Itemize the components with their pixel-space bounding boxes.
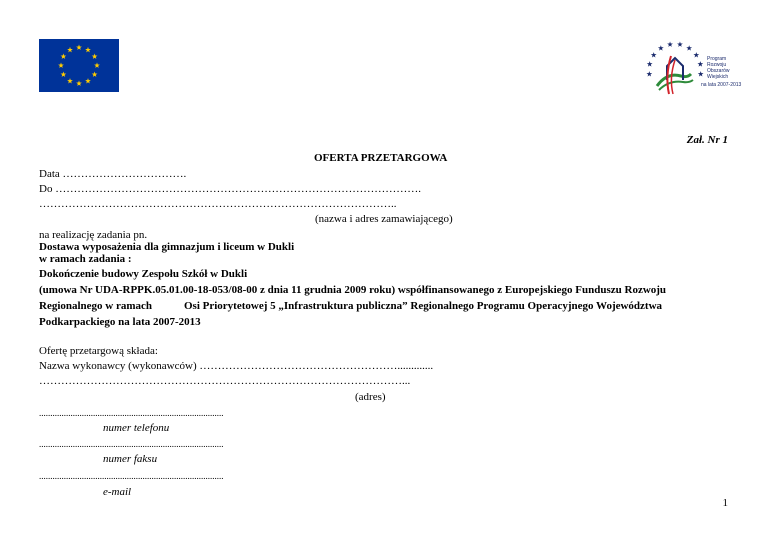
logo-text-line: Rozwoju [707, 62, 727, 68]
page-number: 1 [722, 497, 728, 509]
offer-intro: Ofertę przetargową składa: [39, 345, 158, 357]
document-title: OFERTA PRZETARGOWA [314, 152, 448, 164]
logo-text-line: na lata 2007-2013 [701, 82, 742, 88]
fax-dots: .................................................................................. [39, 439, 224, 449]
star-icon [646, 71, 652, 76]
attachment-label: Zał. Nr 1 [686, 134, 728, 146]
email-caption: e-mail [103, 486, 132, 498]
task-name-line: w ramach zadania : [39, 253, 132, 265]
star-icon [677, 41, 683, 46]
star-icon [686, 45, 692, 50]
star-icon [667, 41, 673, 46]
eu-flag-logo [39, 39, 119, 92]
contractor-line: Nazwa wykonawcy (wykonawców) ………………………………………………............. [39, 360, 434, 372]
email-dots: .................................................................................. [39, 471, 224, 481]
contract-line: Regionalnego w ramach [39, 300, 153, 312]
logo-text-line: Wiejskich [707, 74, 729, 80]
star-icon [651, 52, 657, 57]
address-caption: (adres) [355, 391, 386, 403]
phone-caption: numer telefonu [103, 422, 170, 434]
contract-line: Osi Priorytetowej 5 „Infrastruktura publiczna” Regionalnego Programu Operacyjnego Województwa [184, 300, 663, 312]
task-name-line: Dokończenie budowy Zespołu Szkół w Dukli [39, 268, 248, 280]
star-icon [658, 45, 664, 50]
recipient-line-2: …………………………………………………………………………………….. [39, 198, 397, 210]
star-icon [698, 71, 704, 76]
phone-dots: .................................................................................. [39, 408, 224, 418]
star-icon [647, 61, 653, 66]
task-name-line: Dostawa wyposażenia dla gimnazjum i liceum w Dukli [39, 241, 295, 253]
star-icon [697, 61, 703, 66]
logo-text-line: Program [707, 56, 727, 62]
recipient-caption: (nazwa i adres zamawiającego) [315, 213, 453, 225]
recipient-line: Do ………………………………………………………………………………………. [39, 183, 421, 195]
logo-text-line: Obszarów [707, 68, 730, 74]
star-icon [693, 52, 699, 57]
contract-line: Podkarpackiego na lata 2007-2013 [39, 316, 201, 328]
prow-logo [639, 36, 742, 98]
date-line: Data ……………………………. [39, 168, 187, 180]
task-intro: na realizację zadania pn. [39, 229, 148, 241]
fax-caption: numer faksu [103, 453, 158, 465]
contractor-line-2: ………………………………………………………………………………………... [39, 375, 411, 387]
contract-line: (umowa Nr UDA-RPPK.05.01.00-18-053/08-00 z dnia 11 grudnia 2009 roku) współfinansowanego z Europejskiego Funduszu Rozwoju [39, 284, 667, 296]
